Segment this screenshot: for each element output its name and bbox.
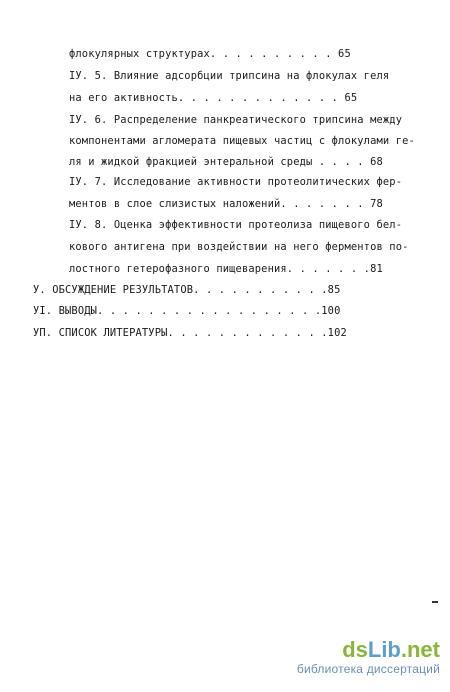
watermark-logo — [240, 638, 440, 662]
toc-line: УП. СПИСОК ЛИТЕРАТУРЫ. . . . . . . . . . . . .102 — [33, 327, 347, 339]
toc-line: лостного гетерофазного пищеварения. . . . . . .81 — [69, 263, 383, 275]
watermark-lib: Lib — [367, 637, 401, 662]
toc-line: УІ. ВЫВОДЫ. . . . . . . . . . . . . . . . . .100 — [33, 305, 341, 317]
watermark-net: .net — [400, 637, 440, 662]
toc-line: У. ОБСУЖДЕНИЕ РЕЗУЛЬТАТОВ. . . . . . . . . . .85 — [33, 284, 341, 296]
toc-line: компонентами агломерата пищевых частиц с флокулами ге- — [69, 135, 415, 147]
toc-line: ІУ. 7. Исследование активности протеолитических фер- — [69, 176, 403, 188]
toc-line: ментов в слое слизистых наложений. . . . . . . 78 — [69, 198, 383, 210]
toc-line: ІУ. 6. Распределение панкреатического трипсина между — [69, 114, 403, 126]
toc-line: ІУ. 8. Оценка эффективности протеолиза пищевого бел- — [69, 219, 403, 231]
toc-line: на его активность. . . . . . . . . . . . . 65 — [69, 92, 358, 104]
watermark-subtitle: библиотека диссертаций — [296, 662, 440, 676]
toc-line: ля и жидкой фракцией энтеральной среды . . . . 68 — [69, 156, 383, 168]
watermark-ds: ds — [342, 637, 368, 662]
watermark — [240, 638, 440, 677]
toc-line: флокулярных структурах. . . . . . . . . . 65 — [69, 48, 351, 60]
scan-speck — [432, 601, 438, 603]
toc-line: кового антигена при воздействии на него ферментов по- — [69, 241, 409, 253]
toc-line: ІУ. 5. Влияние адсорбции трипсина на флокулах геля — [69, 70, 390, 82]
